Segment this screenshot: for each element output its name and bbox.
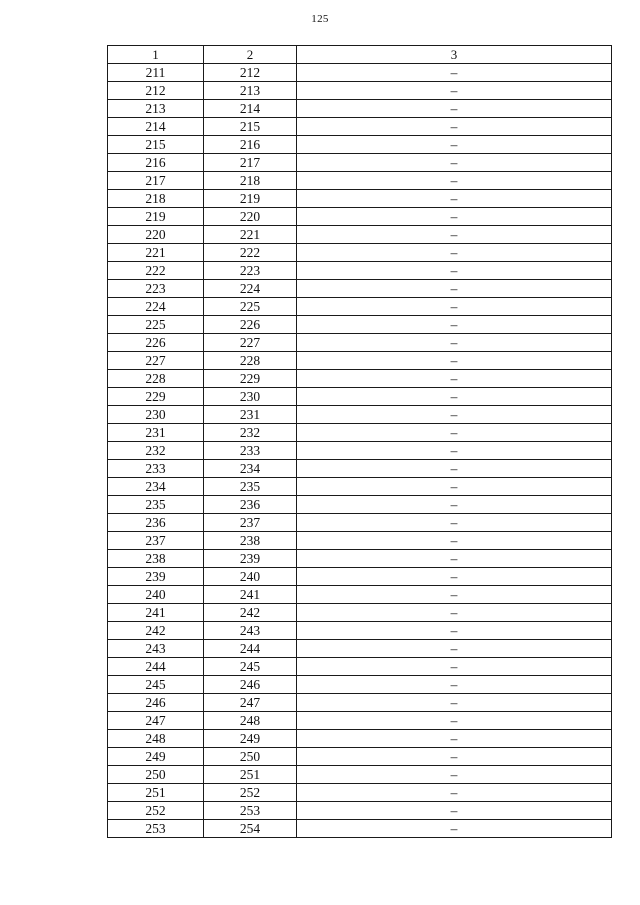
- table-cell-col-1: 226: [108, 334, 204, 352]
- table-cell-col-1: 239: [108, 568, 204, 586]
- table-row: [108, 100, 612, 118]
- table-row: [108, 118, 612, 136]
- table-cell-col-3: –: [297, 406, 612, 424]
- table-row: [108, 154, 612, 172]
- table-cell-col-1: 237: [108, 532, 204, 550]
- table-cell-col-1: 217: [108, 172, 204, 190]
- table-cell-col-3: –: [297, 352, 612, 370]
- table-cell-col-2: 241: [204, 586, 297, 604]
- table-cell-col-2: 214: [204, 100, 297, 118]
- table-cell-col-2: 232: [204, 424, 297, 442]
- table-cell-col-1: 243: [108, 640, 204, 658]
- table-cell-col-1: 245: [108, 676, 204, 694]
- table-cell-col-3: –: [297, 694, 612, 712]
- table-row: [108, 766, 612, 784]
- table-cell-col-3: –: [297, 82, 612, 100]
- table-cell-col-2: 221: [204, 226, 297, 244]
- data-table: [107, 45, 612, 838]
- table-cell-col-2: 248: [204, 712, 297, 730]
- table-cell-col-2: 239: [204, 550, 297, 568]
- table-row: [108, 712, 612, 730]
- table-cell-col-1: 211: [108, 64, 204, 82]
- table-cell-col-2: 227: [204, 334, 297, 352]
- table-row: [108, 622, 612, 640]
- table-cell-col-2: 228: [204, 352, 297, 370]
- table-cell-col-3: –: [297, 334, 612, 352]
- table-cell-col-3: –: [297, 370, 612, 388]
- table-cell-col-1: 221: [108, 244, 204, 262]
- table-cell-col-2: 236: [204, 496, 297, 514]
- table-cell-col-3: –: [297, 568, 612, 586]
- table-row: [108, 658, 612, 676]
- table-row: [108, 406, 612, 424]
- table-row: [108, 226, 612, 244]
- table-cell-col-1: 220: [108, 226, 204, 244]
- table-cell-col-2: 242: [204, 604, 297, 622]
- table-row: [108, 568, 612, 586]
- table-cell-col-3: –: [297, 118, 612, 136]
- table-row: [108, 388, 612, 406]
- table-row: [108, 280, 612, 298]
- table-cell-col-1: 235: [108, 496, 204, 514]
- table-cell-col-2: 223: [204, 262, 297, 280]
- table-cell-col-2: 237: [204, 514, 297, 532]
- column-header-2: 2: [204, 46, 297, 64]
- table-row: [108, 748, 612, 766]
- table-cell-col-1: 241: [108, 604, 204, 622]
- table-cell-col-2: 253: [204, 802, 297, 820]
- table-cell-col-3: –: [297, 442, 612, 460]
- table-cell-col-1: 222: [108, 262, 204, 280]
- table-cell-col-1: 218: [108, 190, 204, 208]
- table-row: [108, 550, 612, 568]
- table-cell-col-3: –: [297, 316, 612, 334]
- table-row: [108, 334, 612, 352]
- table-cell-col-1: 252: [108, 802, 204, 820]
- table-cell-col-2: 251: [204, 766, 297, 784]
- table-cell-col-1: 232: [108, 442, 204, 460]
- table-cell-col-3: –: [297, 658, 612, 676]
- table-cell-col-1: 224: [108, 298, 204, 316]
- table-cell-col-3: –: [297, 424, 612, 442]
- table-row: [108, 136, 612, 154]
- table-cell-col-3: –: [297, 64, 612, 82]
- table-cell-col-1: 242: [108, 622, 204, 640]
- table-cell-col-2: 229: [204, 370, 297, 388]
- table-cell-col-1: 253: [108, 820, 204, 838]
- page-number: 125: [311, 13, 329, 25]
- table-cell-col-3: –: [297, 280, 612, 298]
- table-cell-col-1: 231: [108, 424, 204, 442]
- table-cell-col-1: 215: [108, 136, 204, 154]
- table-cell-col-2: 220: [204, 208, 297, 226]
- table-body: [108, 64, 612, 838]
- table-cell-col-1: 250: [108, 766, 204, 784]
- table-cell-col-3: –: [297, 208, 612, 226]
- table-cell-col-2: 246: [204, 676, 297, 694]
- table-cell-col-3: –: [297, 460, 612, 478]
- table-cell-col-1: 251: [108, 784, 204, 802]
- table-cell-col-2: 224: [204, 280, 297, 298]
- table-cell-col-2: 249: [204, 730, 297, 748]
- table-row: [108, 262, 612, 280]
- table-cell-col-1: 246: [108, 694, 204, 712]
- table-cell-col-3: –: [297, 622, 612, 640]
- table-cell-col-3: –: [297, 244, 612, 262]
- table-cell-col-1: 233: [108, 460, 204, 478]
- table-row: [108, 370, 612, 388]
- table-row: [108, 694, 612, 712]
- header-row: [108, 46, 612, 64]
- table-row: [108, 676, 612, 694]
- table-row: [108, 586, 612, 604]
- table-cell-col-2: 212: [204, 64, 297, 82]
- table-cell-col-1: 234: [108, 478, 204, 496]
- table-cell-col-1: 227: [108, 352, 204, 370]
- table-cell-col-3: –: [297, 262, 612, 280]
- table-cell-col-1: 219: [108, 208, 204, 226]
- table-cell-col-3: –: [297, 748, 612, 766]
- table-cell-col-2: 213: [204, 82, 297, 100]
- table-cell-col-2: 252: [204, 784, 297, 802]
- table-cell-col-3: –: [297, 676, 612, 694]
- table-cell-col-2: 219: [204, 190, 297, 208]
- table-row: [108, 460, 612, 478]
- table-cell-col-3: –: [297, 640, 612, 658]
- table-cell-col-3: –: [297, 766, 612, 784]
- table-row: [108, 424, 612, 442]
- table-row: [108, 784, 612, 802]
- table-row: [108, 316, 612, 334]
- table-cell-col-1: 216: [108, 154, 204, 172]
- table-cell-col-2: 238: [204, 532, 297, 550]
- table-cell-col-2: 247: [204, 694, 297, 712]
- table-cell-col-3: –: [297, 514, 612, 532]
- table-cell-col-2: 235: [204, 478, 297, 496]
- table-cell-col-1: 248: [108, 730, 204, 748]
- table-cell-col-1: 225: [108, 316, 204, 334]
- table-cell-col-3: –: [297, 586, 612, 604]
- table-cell-col-1: 214: [108, 118, 204, 136]
- table-cell-col-2: 234: [204, 460, 297, 478]
- table-cell-col-3: –: [297, 712, 612, 730]
- table-cell-col-1: 249: [108, 748, 204, 766]
- table-cell-col-1: 244: [108, 658, 204, 676]
- table-row: [108, 478, 612, 496]
- table-row: [108, 820, 612, 838]
- table-row: [108, 352, 612, 370]
- table-cell-col-3: –: [297, 730, 612, 748]
- table-row: [108, 208, 612, 226]
- table-cell-col-2: 254: [204, 820, 297, 838]
- table-cell-col-2: 245: [204, 658, 297, 676]
- table-cell-col-2: 250: [204, 748, 297, 766]
- table-row: [108, 64, 612, 82]
- table-cell-col-2: 218: [204, 172, 297, 190]
- table-cell-col-2: 216: [204, 136, 297, 154]
- table-cell-col-2: 226: [204, 316, 297, 334]
- table-cell-col-2: 240: [204, 568, 297, 586]
- column-header-1: 1: [108, 46, 204, 64]
- table-cell-col-1: 230: [108, 406, 204, 424]
- table-cell-col-3: –: [297, 190, 612, 208]
- table-cell-col-1: 213: [108, 100, 204, 118]
- table-row: [108, 442, 612, 460]
- table-cell-col-3: –: [297, 478, 612, 496]
- table-cell-col-1: 247: [108, 712, 204, 730]
- table-cell-col-1: 236: [108, 514, 204, 532]
- table-cell-col-2: 231: [204, 406, 297, 424]
- table-cell-col-3: –: [297, 172, 612, 190]
- table-cell-col-3: –: [297, 820, 612, 838]
- table-cell-col-3: –: [297, 604, 612, 622]
- table-cell-col-1: 228: [108, 370, 204, 388]
- table-cell-col-3: –: [297, 226, 612, 244]
- table-cell-col-1: 212: [108, 82, 204, 100]
- table-row: [108, 172, 612, 190]
- table-row: [108, 802, 612, 820]
- table-row: [108, 640, 612, 658]
- table-cell-col-3: –: [297, 532, 612, 550]
- table-cell-col-2: 243: [204, 622, 297, 640]
- table-row: [108, 244, 612, 262]
- table-row: [108, 514, 612, 532]
- table-row: [108, 82, 612, 100]
- table-cell-col-3: –: [297, 496, 612, 514]
- table-row: [108, 604, 612, 622]
- table-cell-col-2: 217: [204, 154, 297, 172]
- table-cell-col-2: 225: [204, 298, 297, 316]
- table-cell-col-3: –: [297, 784, 612, 802]
- table-cell-col-1: 229: [108, 388, 204, 406]
- table-row: [108, 730, 612, 748]
- table-cell-col-2: 244: [204, 640, 297, 658]
- table-row: [108, 496, 612, 514]
- table-cell-col-3: –: [297, 802, 612, 820]
- table-cell-col-1: 223: [108, 280, 204, 298]
- table-cell-col-1: 238: [108, 550, 204, 568]
- table-cell-col-3: –: [297, 100, 612, 118]
- table-cell-col-2: 215: [204, 118, 297, 136]
- table-row: [108, 190, 612, 208]
- table-cell-col-2: 230: [204, 388, 297, 406]
- table-row: [108, 532, 612, 550]
- table-row: [108, 298, 612, 316]
- table-cell-col-3: –: [297, 154, 612, 172]
- table-cell-col-2: 222: [204, 244, 297, 262]
- table-cell-col-1: 240: [108, 586, 204, 604]
- table-cell-col-3: –: [297, 388, 612, 406]
- table-cell-col-2: 233: [204, 442, 297, 460]
- table-cell-col-3: –: [297, 550, 612, 568]
- table-cell-col-3: –: [297, 136, 612, 154]
- table-cell-col-3: –: [297, 298, 612, 316]
- column-header-3: 3: [297, 46, 612, 64]
